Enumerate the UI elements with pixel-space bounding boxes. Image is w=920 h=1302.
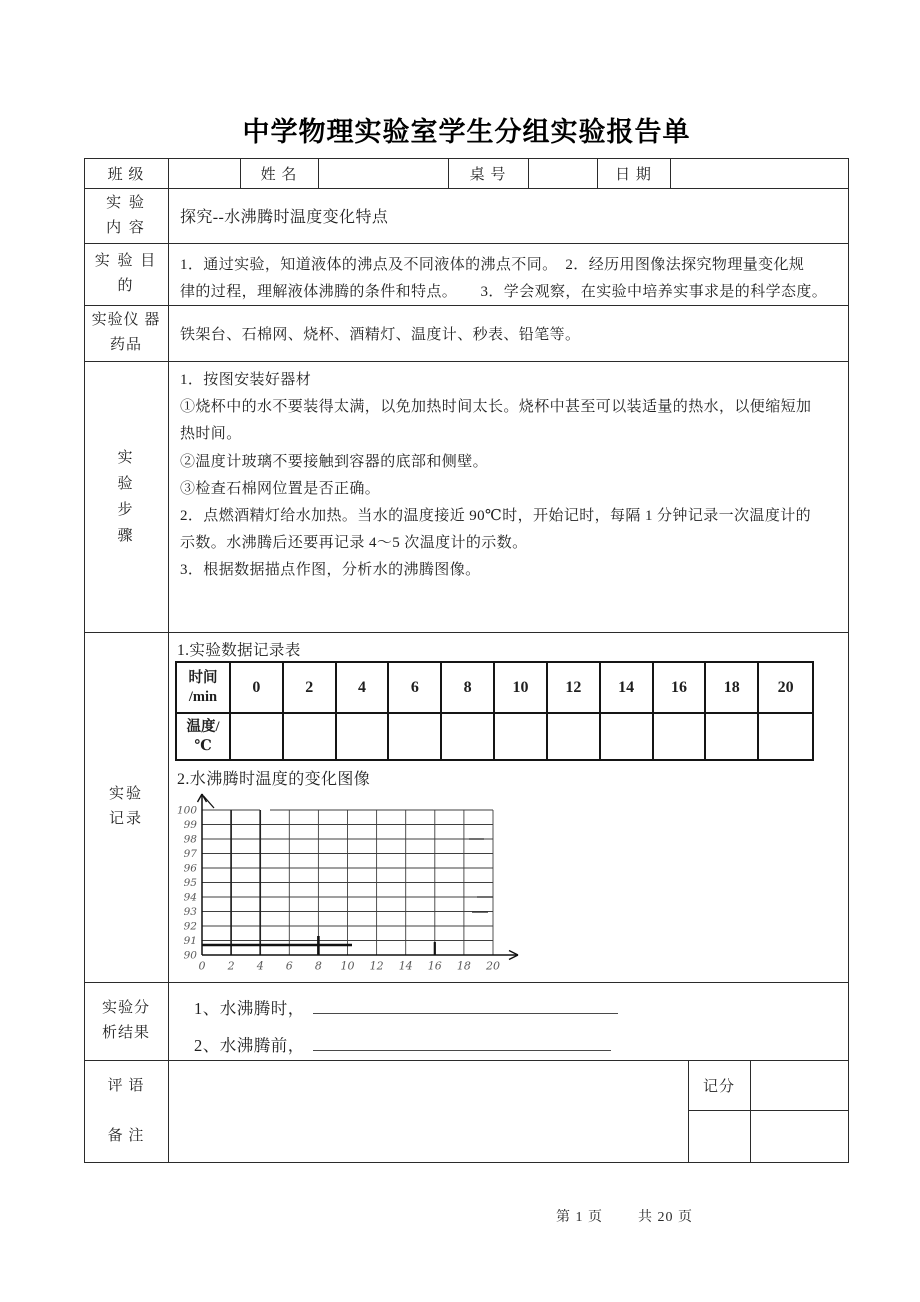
analysis-item-1-blank-field[interactable]: [313, 998, 618, 1014]
temp-value-18[interactable]: [706, 714, 759, 759]
temp-value-8[interactable]: [442, 714, 495, 759]
time-col-6: 6: [389, 663, 442, 714]
record-row-label: [84, 632, 168, 982]
temp-header-line1: 温度/: [186, 718, 220, 735]
row-divider: [84, 361, 849, 362]
record-label-line2: 记录: [108, 811, 143, 827]
footer-page-total: 共 20 页: [638, 1210, 693, 1225]
x-tick-4: 4: [256, 959, 264, 973]
footer-page-number: 第 1 页: [556, 1210, 603, 1225]
row-divider: [84, 632, 849, 633]
steps-line-6: 2．点燃酒精灯给水加热。当水的温度接近 90℃时，开始记时，每隔 1 分钟记录一次温度计的: [180, 508, 812, 525]
score-value-field[interactable]: [751, 1061, 848, 1109]
y-tick-98: 98: [183, 833, 197, 846]
temp-value-6[interactable]: [389, 714, 442, 759]
record-label-line1: 实验: [108, 786, 143, 802]
temp-header-line2: ℃: [194, 737, 212, 754]
content-row-label: [84, 188, 168, 243]
y-tick-94: 94: [183, 891, 197, 904]
steps-label-char3: 步: [117, 501, 135, 518]
steps-line-8: 3．根据数据描点作图，分析水的沸腾图像。: [180, 562, 481, 579]
page-footer: [556, 1206, 693, 1226]
purpose-row-label: [84, 243, 168, 305]
y-tick-99: 99: [183, 819, 197, 831]
desk-label: 桌 号: [469, 166, 507, 183]
x-tick-16: 16: [427, 959, 442, 973]
steps-label-char2: 验: [117, 475, 135, 492]
x-tick-8: 8: [314, 959, 322, 973]
time-header-line2: /min: [188, 688, 218, 705]
y-tick-96: 96: [183, 862, 197, 875]
purpose-text-line2: 律的过程，理解液体沸腾的条件和特点。 3．学会观察，在实验中培养实事求是的科学态度。: [180, 284, 828, 300]
analysis-label-line1: 实验分: [101, 1000, 150, 1016]
apparatus-label-line1: 实验仪 器: [91, 312, 161, 328]
steps-line-1: 1．按图安装好器材: [180, 372, 312, 388]
data-table-title: 1.实验数据记录表: [177, 642, 301, 659]
temp-value-12[interactable]: [548, 714, 601, 759]
experiment-content-text: 探究--水沸腾时温度变化特点: [180, 209, 389, 226]
purpose-label-line2: 的: [117, 278, 135, 294]
bottom-empty-cell-right[interactable]: [751, 1111, 848, 1161]
purpose-label-line1: 实 验 目: [94, 253, 158, 269]
desk-value-field[interactable]: [528, 158, 597, 188]
steps-line-7: 示数。水沸腾后还要再记录 4～5 次温度计的示数。: [180, 535, 528, 552]
apparatus-label-line2: 药品: [109, 337, 142, 353]
score-label: 记分: [702, 1078, 735, 1095]
steps-line-3: 热时间。: [180, 426, 242, 443]
temp-value-16[interactable]: [654, 714, 707, 759]
content-label-line2: 内 容: [106, 219, 146, 236]
steps-line-2: ①烧杯中的水不要装得太满，以免加热时间太长。烧杯中甚至可以装适量的热水，以便缩短加: [180, 399, 812, 416]
time-header-cell: [177, 663, 231, 714]
row-divider: [84, 243, 849, 244]
temp-value-14[interactable]: [601, 714, 654, 759]
page-title: 中学物理实验室学生分组实验报告单: [242, 117, 691, 147]
time-col-4: 4: [337, 663, 390, 714]
temp-value-20[interactable]: [759, 714, 812, 759]
temp-value-2[interactable]: [284, 714, 337, 759]
bottom-empty-cell-left[interactable]: [689, 1111, 749, 1161]
analysis-item-2-blank-field[interactable]: [313, 1035, 611, 1051]
y-tick-97: 97: [183, 848, 197, 860]
x-tick-20: 20: [486, 959, 500, 973]
name-label: 姓 名: [260, 166, 298, 183]
class-value-field[interactable]: [168, 158, 240, 188]
time-col-16: 16: [654, 663, 707, 714]
x-tick-12: 12: [369, 959, 384, 973]
time-col-10: 10: [495, 663, 548, 714]
y-tick-95: 95: [183, 877, 197, 889]
temperature-time-graph: [166, 786, 538, 986]
time-col-18: 18: [706, 663, 759, 714]
y-tick-100: 100: [176, 804, 197, 817]
comment-label: 评 语: [107, 1077, 145, 1094]
time-col-20: 20: [759, 663, 812, 714]
time-col-8: 8: [442, 663, 495, 714]
analysis-label-line2: 析结果: [101, 1025, 150, 1041]
remark-label: 备 注: [107, 1127, 145, 1144]
y-tick-90: 90: [183, 949, 197, 962]
analysis-item-1: [194, 995, 618, 1019]
steps-row-label: [84, 361, 168, 632]
comment-remark-area[interactable]: [169, 1061, 687, 1161]
time-col-0: 0: [231, 663, 284, 714]
data-record-table: [175, 661, 814, 761]
apparatus-row-label: [84, 305, 168, 361]
x-tick-2: 2: [227, 959, 235, 973]
time-header-line1: 时间: [188, 669, 218, 686]
analysis-item-1-prefix: 1、水沸腾时，: [194, 999, 305, 1018]
x-tick-6: 6: [285, 959, 293, 973]
analysis-item-2: [194, 1032, 611, 1056]
y-tick-92: 92: [183, 920, 197, 933]
apparatus-text: 铁架台、石棉网、烧杯、酒精灯、温度计、秒表、铅笔等。: [180, 326, 581, 343]
temp-value-0[interactable]: [231, 714, 284, 759]
content-label-line1: 实 验: [106, 194, 146, 211]
x-tick-10: 10: [340, 959, 355, 973]
analysis-row-label: [84, 982, 168, 1060]
y-tick-93: 93: [183, 906, 197, 918]
purpose-text-line1: 1．通过实验，知道液体的沸点及不同液体的沸点不同。 2．经历用图像法探究物理量变化规: [180, 257, 805, 273]
date-label: 日 期: [615, 166, 652, 183]
steps-line-5: ③检查石棉网位置是否正确。: [180, 480, 381, 497]
temp-value-10[interactable]: [495, 714, 548, 759]
temp-header-cell: [177, 714, 231, 759]
x-tick-14: 14: [398, 959, 413, 973]
hand-drawn-arrow-stroke: [204, 796, 215, 808]
x-tick-0: 0: [198, 959, 206, 973]
label-column-divider: [168, 158, 169, 1162]
chart-title: 2.水沸腾时温度的变化图像: [177, 771, 371, 788]
y-tick-91: 91: [183, 935, 197, 947]
steps-line-4: ②温度计玻璃不要接触到容器的底部和侧壁。: [180, 453, 489, 470]
date-value-field[interactable]: [670, 158, 849, 188]
time-col-14: 14: [601, 663, 654, 714]
temp-value-4[interactable]: [337, 714, 390, 759]
name-value-field[interactable]: [318, 158, 448, 188]
time-col-2: 2: [284, 663, 337, 714]
time-col-12: 12: [548, 663, 601, 714]
steps-label-char1: 实: [117, 449, 135, 466]
steps-label-char4: 骤: [117, 527, 135, 544]
analysis-item-2-prefix: 2、水沸腾前，: [194, 1036, 305, 1055]
class-label: 班 级: [107, 166, 145, 183]
x-tick-18: 18: [456, 959, 471, 973]
